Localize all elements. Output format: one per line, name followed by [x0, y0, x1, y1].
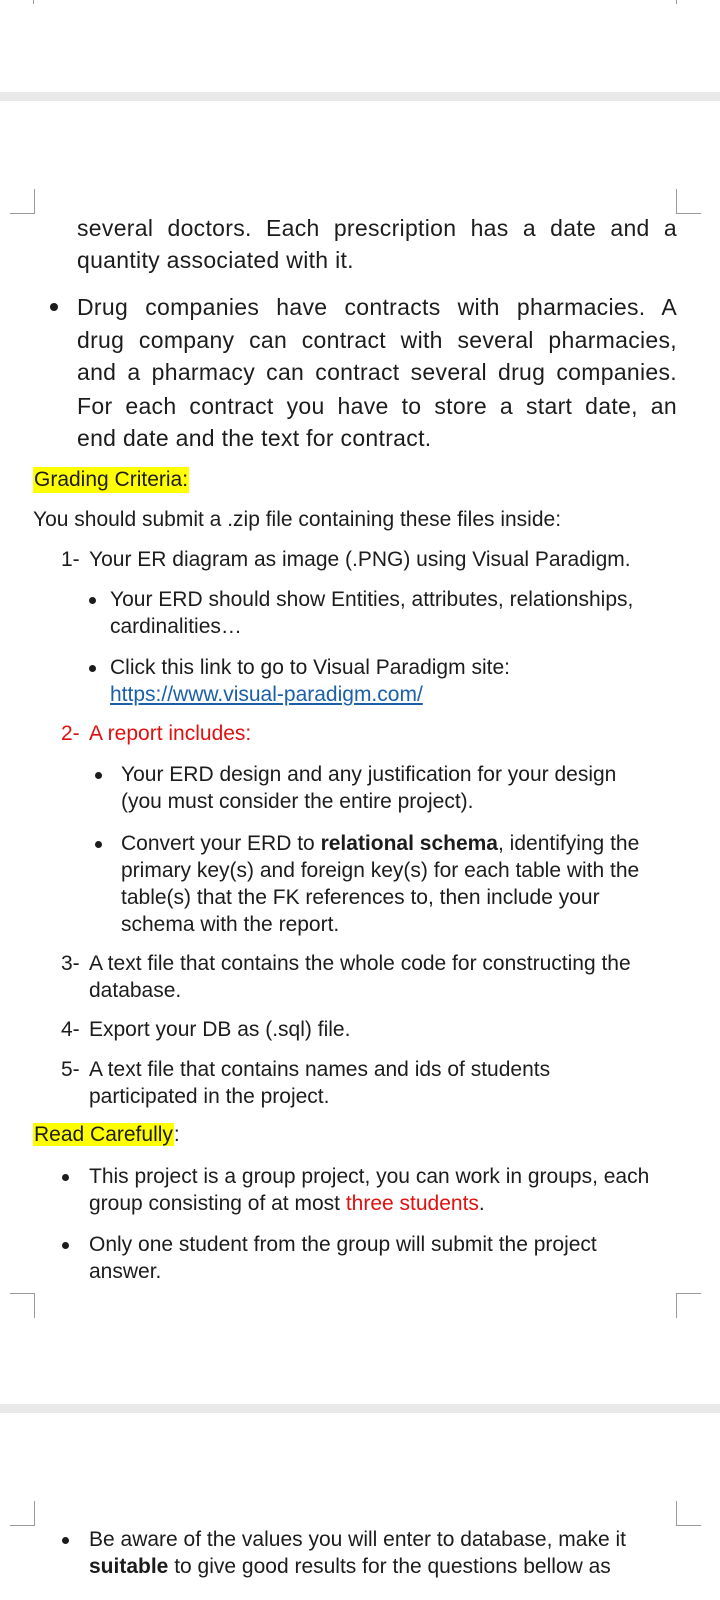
crop-mark-top-right: [676, 189, 701, 214]
list-item-line: drug company can contract with several pharmacies,: [77, 327, 677, 353]
bullet-dot: [95, 772, 102, 779]
inline-text: .: [478, 1192, 485, 1215]
visual-paradigm-link[interactable]: https://www.visual-paradigm.com/: [110, 683, 423, 706]
list-number: 3-: [61, 952, 80, 975]
list-item-text: Your ER diagram as image (.PNG) using Visual Paradigm.: [89, 548, 631, 571]
bullet-dot: [89, 597, 96, 604]
list-item-line: primary key(s) and foreign key(s) for each table with the: [121, 859, 640, 882]
inline-text: group consisting of at most: [89, 1192, 346, 1215]
bullet-dot: [62, 1537, 69, 1544]
list-item-line: For each contract you have to store a start date, an: [77, 393, 677, 419]
page-edge-mark-left: [33, 0, 34, 4]
list-item-line: A text file that contains the whole code for constructing the: [89, 952, 631, 975]
list-item-line: [121, 831, 639, 857]
next-page-top: [0, 1413, 720, 1600]
paragraph-line: quantity associated with it.: [77, 247, 354, 273]
three-students-emphasis: three students: [345, 1192, 479, 1215]
page-edge-mark-right: [676, 0, 677, 4]
bullet-dot: [89, 665, 96, 672]
list-number: 4-: [61, 1018, 80, 1041]
crop-mark-bottom-left: [10, 1293, 35, 1318]
list-item-text: Export your DB as (.sql) file.: [89, 1018, 351, 1041]
list-item-line: [89, 1554, 611, 1580]
bullet-dot: [62, 1242, 69, 1249]
inline-text: Convert your ERD to: [121, 832, 321, 855]
list-item-line: Your ERD should show Entities, attributes, relationships,: [110, 588, 634, 611]
list-item-line: database.: [89, 979, 182, 1002]
list-item-line: [89, 1191, 485, 1217]
inline-text: , identifying the: [498, 832, 640, 855]
crop-mark-bottom-right: [676, 1293, 701, 1318]
list-item-line: and a pharmacy can contract several drug companies.: [77, 359, 677, 385]
list-item-line: end date and the text for contract.: [77, 425, 432, 451]
list-number: 2-: [61, 722, 80, 745]
list-item-line: A text file that contains names and ids of students: [89, 1058, 551, 1081]
highlighted-text: Read Carefully: [34, 1123, 173, 1146]
suitable-term: suitable: [89, 1555, 169, 1578]
list-item-line: This project is a group project, you can work in groups, each: [89, 1165, 650, 1188]
previous-page-bottom: [0, 0, 720, 92]
grading-criteria-heading: Grading Criteria:: [34, 468, 189, 491]
list-item-line: Click this link to go to Visual Paradigm site:: [110, 656, 510, 679]
list-item-line: table(s) that the FK references to, then include your: [121, 886, 600, 909]
list-item-line: Only one student from the group will submit the project: [89, 1233, 597, 1256]
read-carefully-heading: [33, 1122, 180, 1148]
list-item-line: Drug companies have contracts with pharmacies. A: [77, 294, 677, 320]
list-item-text: A report includes:: [89, 722, 252, 745]
list-number: 5-: [61, 1058, 80, 1081]
list-item-line: cardinalities…: [110, 615, 242, 638]
relational-schema-term: relational schema: [320, 832, 498, 855]
list-number: 1-: [61, 548, 80, 571]
list-item-line: participated in the project.: [89, 1085, 330, 1108]
list-item-line: schema with the report.: [121, 913, 340, 936]
inline-text: :: [173, 1123, 180, 1146]
bullet-dot: [50, 303, 58, 311]
list-item-line: answer.: [89, 1260, 162, 1283]
submit-instructions: You should submit a .zip file containing these files inside:: [33, 508, 562, 531]
crop-mark-top-right: [676, 1501, 701, 1526]
bullet-dot: [95, 841, 102, 848]
list-item-line: (you must consider the entire project).: [121, 790, 474, 813]
paragraph-line: several doctors. Each prescription has a date and a: [77, 215, 677, 241]
crop-mark-top-left: [10, 189, 35, 214]
crop-mark-top-left: [10, 1501, 35, 1526]
bullet-dot: [62, 1174, 69, 1181]
list-item-line: Your ERD design and any justification for your design: [121, 763, 617, 786]
document-page: [0, 101, 720, 1404]
list-item-line: Be aware of the values you will enter to database, make it: [89, 1528, 626, 1551]
inline-text: to give good results for the questions bellow as: [168, 1555, 611, 1578]
